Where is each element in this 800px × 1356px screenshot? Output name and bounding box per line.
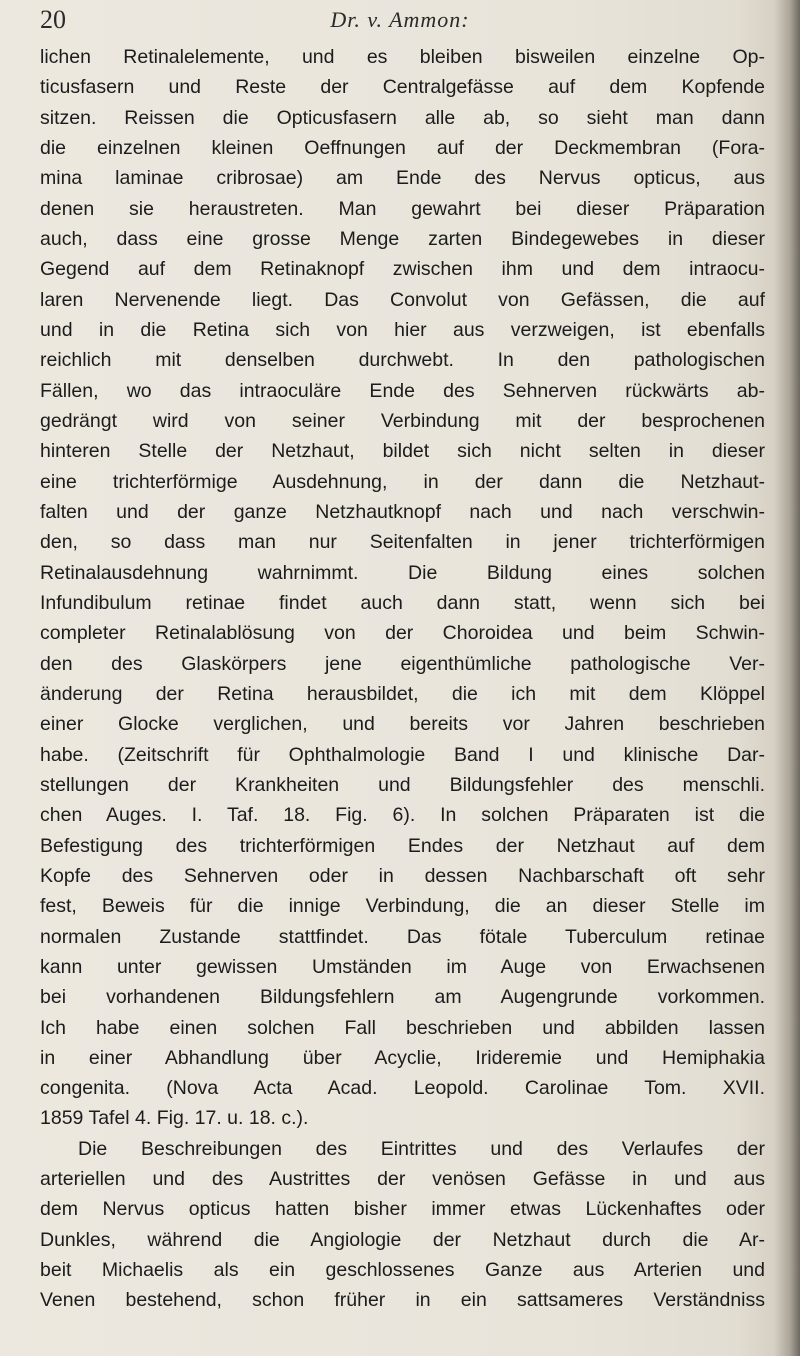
text-line: auch, dass eine grosse Menge zarten Bindegewebes in dieser [40,227,765,250]
text-line: den, so dass man nur Seitenfalten in jener trichterförmigen [40,531,765,554]
text-line: congenita. (Nova Acta Acad. Leopold. Carolinae Tom. XVII. [40,1077,765,1100]
text-line: dem Nervus opticus hatten bisher immer etwas Lückenhaftes oder [40,1198,765,1221]
running-head: Dr. v. Ammon: [330,7,470,32]
text-line: lichen Retinalelemente, und es bleiben bisweilen einzelne Op- [40,46,765,68]
text-line: denen sie heraustreten. Man gewahrt bei dieser Präparation [40,197,765,220]
text-line: Befestigung des trichterförmigen Endes der Netzhaut auf dem [40,834,765,857]
text-line: Dunkles, während die Angiologie der Netzhaut durch die Ar- [40,1228,765,1251]
text-line: laren Nervenende liegt. Das Convolut von Gefässen, die auf [40,288,765,311]
text-line: sitzen. Reissen die Opticusfasern alle ab, so sieht man dann [40,106,765,129]
page-number: 20 [40,5,66,34]
text-line: eine trichterförmige Ausdehnung, in der dann die Netzhaut- [40,470,765,493]
text-line: Fällen, wo das intraoculäre Ende des Sehnerven rückwärts ab- [40,379,765,402]
text-line: Die Beschreibungen des Eintrittes und des Verlaufes der [78,1137,765,1160]
text-line: den des Glaskörpers jene eigenthümliche pathologische Ver- [40,652,765,675]
text-line: falten und der ganze Netzhautknopf nach und nach verschwin- [40,500,765,523]
text-line: kann unter gewissen Umständen im Auge von Erwachsenen [40,955,765,978]
text-line: arteriellen und des Austrittes der venösen Gefässe in und aus [40,1168,765,1191]
text-line: bei vorhandenen Bildungsfehlern am Augengrunde vorkommen. [40,986,765,1009]
text-line: Kopfe des Sehnerven oder in dessen Nachbarschaft oft sehr [40,864,765,887]
text-line: in einer Abhandlung über Acyclie, Irideremie und Hemiphakia [40,1046,765,1069]
text-line: Retinalausdehnung wahrnimmt. Die Bildung eines solchen [40,561,765,584]
page-header [40,4,760,40]
text-line: completer Retinalablösung von der Choroidea und beim Schwin- [40,622,765,645]
text-line: ticusfasern und Reste der Centralgefässe auf dem Kopfende [40,76,765,99]
text-line: reichlich mit denselben durchwebt. In den pathologischen [40,349,765,372]
text-line: einer Glocke verglichen, und bereits vor Jahren beschrieben [40,713,765,736]
text-line: die einzelnen kleinen Oeffnungen auf der Deckmembran (Fora- [40,136,765,159]
page-edge-shadow [774,0,800,1356]
text-line: Ich habe einen solchen Fall beschrieben und abbilden lassen [40,1016,765,1039]
text-line: Gegend auf dem Retinaknopf zwischen ihm und dem intraocu- [40,258,765,281]
text-line: fest, Beweis für die innige Verbindung, die an dieser Stelle im [40,895,765,918]
text-line: habe. (Zeitschrift für Ophthalmologie Band I und klinische Dar- [40,743,765,766]
text-line: beit Michaelis als ein geschlossenes Ganze aus Arterien und [40,1259,765,1282]
text-line: änderung der Retina herausbildet, die ich mit dem Klöppel [40,682,765,705]
text-line: gedrängt wird von seiner Verbindung mit der besprochenen [40,409,765,432]
text-line: mina laminae cribrosae) am Ende des Nervus opticus, aus [40,167,765,190]
text-line: stellungen der Krankheiten und Bildungsfehler des menschli. [40,773,765,796]
text-line: hinteren Stelle der Netzhaut, bildet sich nicht selten in dieser [40,440,765,463]
text-line: chen Auges. I. Taf. 18. Fig. 6). In solchen Präparaten ist die [40,804,765,827]
text-line: und in die Retina sich von hier aus verzweigen, ist ebenfalls [40,318,765,341]
text-line: 1859 Tafel 4. Fig. 17. u. 18. c.). [40,1107,309,1130]
text-line: Venen bestehend, schon früher in ein sattsameres Verständniss [40,1289,765,1312]
text-line: normalen Zustande stattfindet. Das fötale Tuberculum retinae [40,925,765,948]
body-text [40,42,765,1316]
text-line: Infundibulum retinae findet auch dann statt, wenn sich bei [40,591,765,614]
